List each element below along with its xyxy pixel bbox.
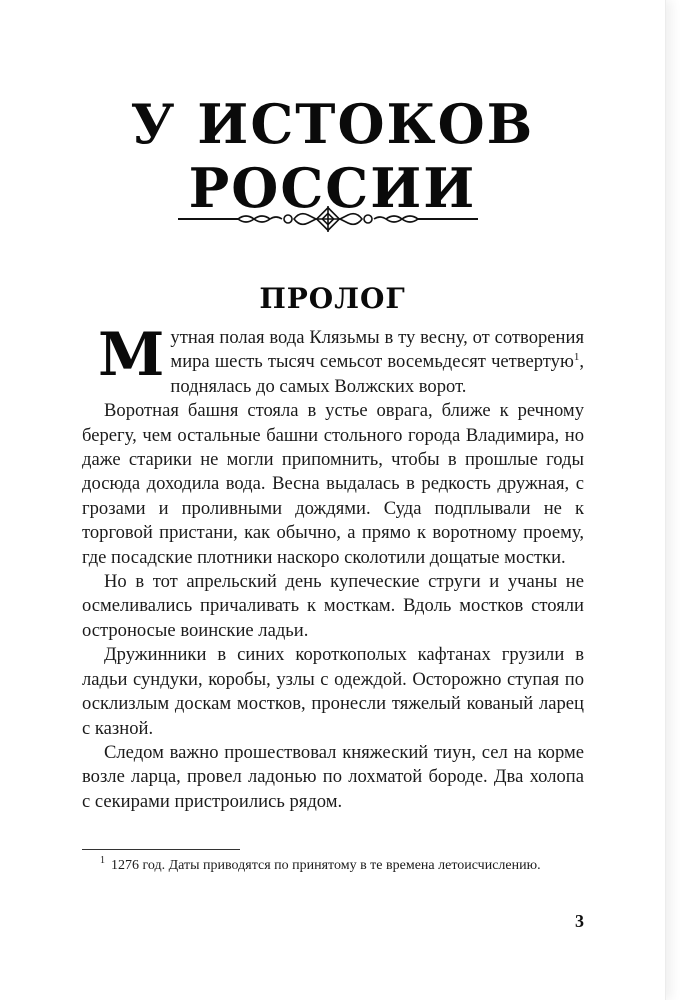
footnote-number: 1: [100, 855, 105, 867]
footnote: [82, 856, 584, 876]
paragraph: Воротная башня стояла в устье оврага, ближе к речному берегу, чем остальные башни стольного города Владимира, но даже старики не могли припомнить, чтобы в прошлые годы досюда доходила вода. Весна выдалась в редкость дружная, с грозами и проливными дождями. Суда подплывали не к торговой пристани, как обычно, а прямо к воротному проему, где посадские плотники наскоро сколотили дощатые мостки.: [82, 400, 584, 568]
paragraph-1: [82, 320, 584, 399]
chapter-title: ПРОЛОГ: [259, 282, 406, 315]
paragraph: Следом важно прошествовал княжеский тиун, сел на корме возле ларца, провел ладонью по лохматой бороде. Два холопа с секирами пристроились рядом.: [82, 741, 584, 812]
footnote-text: 1276 год. Даты приводятся по принятому в те времена летоисчислению.: [111, 858, 541, 873]
paragraph: Но в тот апрельский день купеческие струги и учаны не осмеливались причаливать к мосткам. Вдоль мостков стояли остроносые воинские ладьи.: [82, 571, 584, 641]
page-number: 3: [575, 911, 584, 931]
body-text: [82, 320, 584, 814]
paragraph-1-text: утная полая вода Клязьмы в ту весну, от сотворения мира шесть тысяч семьсот восемьдесят четвертую: [170, 327, 584, 373]
footnote-divider: [82, 849, 240, 850]
footnote-reference[interactable]: 1: [573, 351, 580, 364]
book-title: У ИСТОКОВ РОССИИ: [130, 92, 535, 220]
paragraph: Дружинники в синих короткополых кафтанах грузили в ладьи сундуки, коробы, узлы с одеждой. Осторожно ступая по осклизлым доскам мостков, пронесли тяжелый кованый ларец с казной.: [82, 644, 584, 739]
paragraph-1-tail: , поднялась до самых Волжских ворот.: [170, 351, 584, 397]
drop-cap: М: [98, 320, 165, 390]
ornament-divider-icon: [176, 204, 480, 234]
